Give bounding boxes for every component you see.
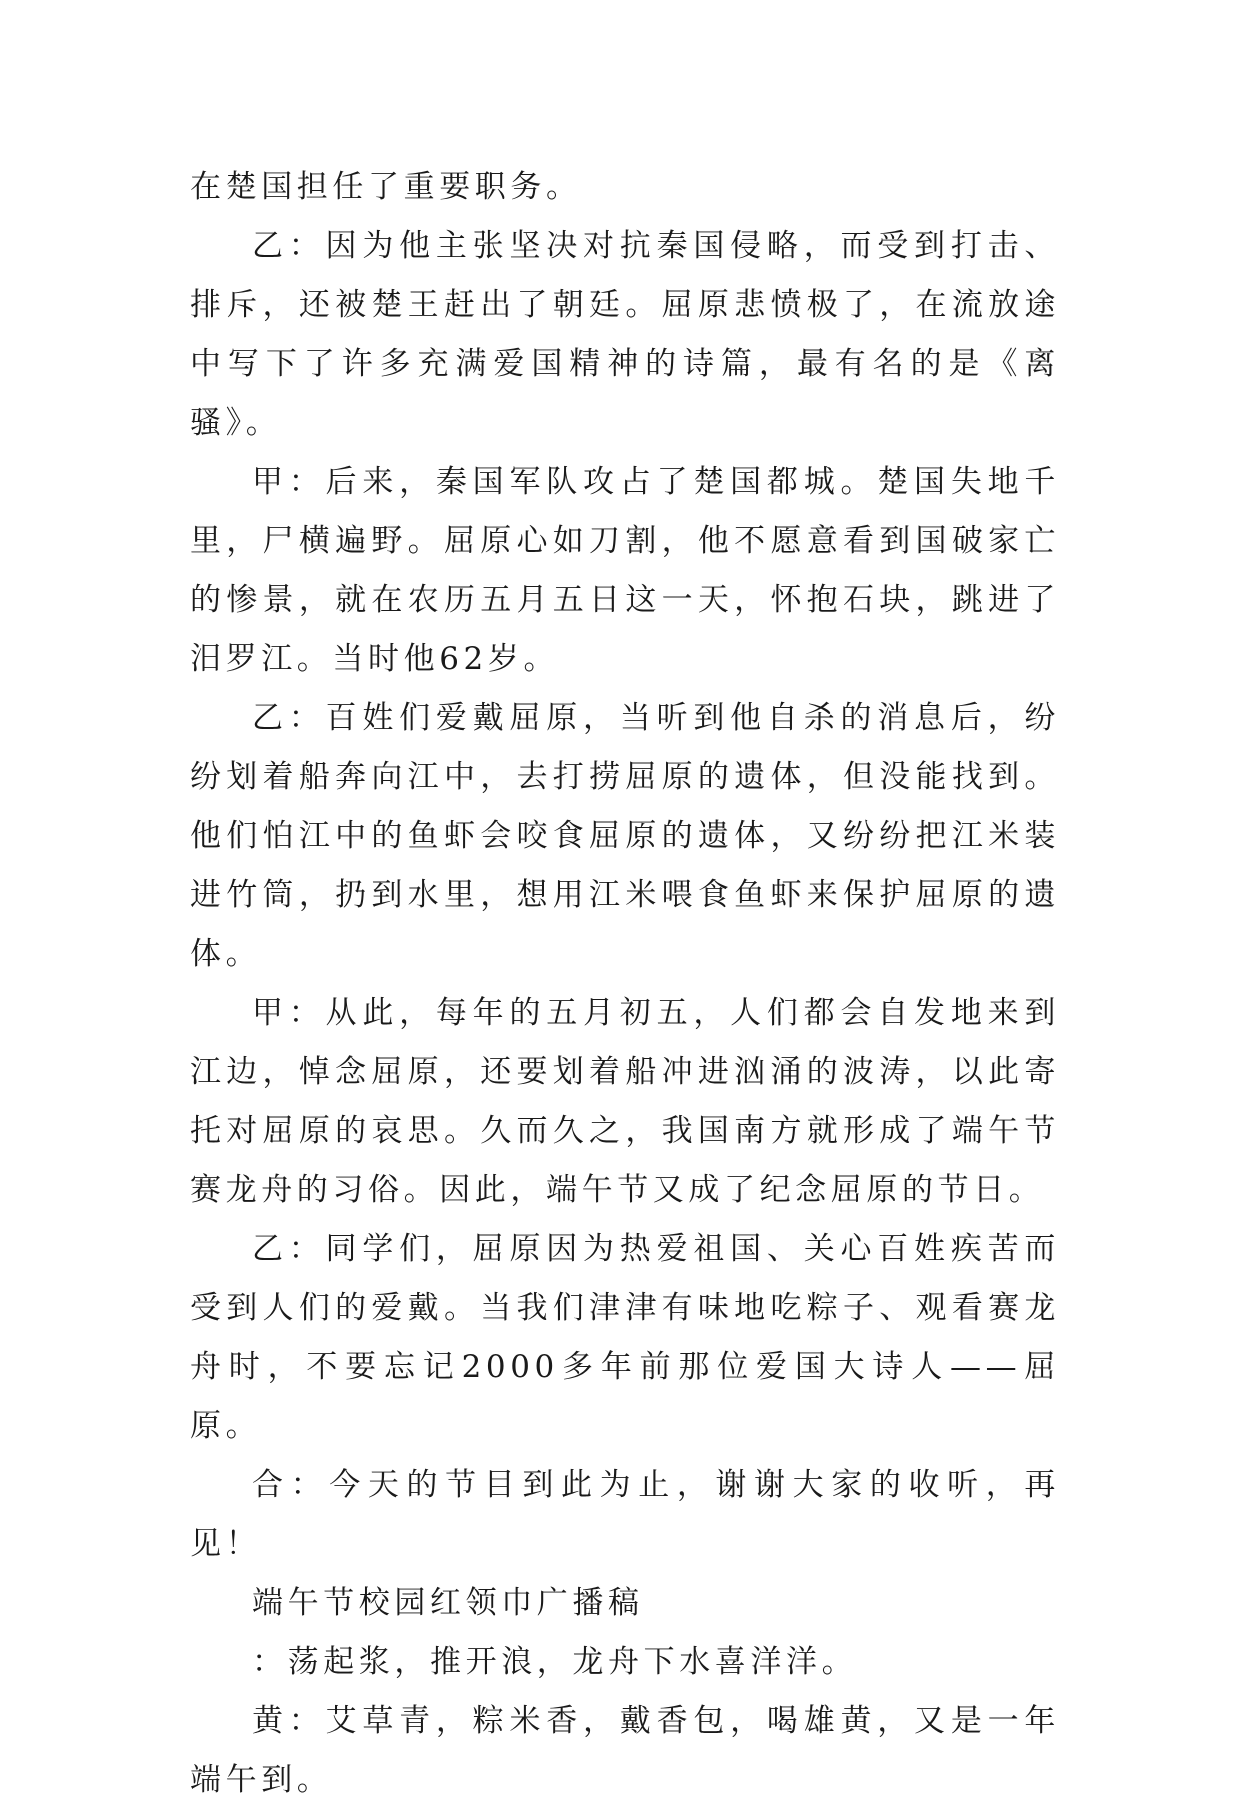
document-body [190, 158, 1060, 1810]
paragraph-yi-2: 乙：百姓们爱戴屈原，当听到他自杀的消息后，纷纷划着船奔向江中，去打捞屈原的遗体，但没能找到。他们怕江中的鱼虾会咬食屈原的遗体，又纷纷把江米装进竹筒，扔到水里，想用江米喂食鱼虾来保护屈原的遗体。 [190, 700, 1060, 972]
section-title: 端午节校园红领巾广播稿 [252, 1585, 644, 1621]
paragraph-jia-1: 甲：后来，秦国军队攻占了楚国都城。楚国失地千里，尸横遍野。屈原心如刀割，他不愿意看到国破家亡的惨景，就在农历五月五日这一天，怀抱石块，跳进了汨罗江。当时他62岁。 [190, 464, 1060, 677]
paragraph-continuation: 在楚国担任了重要职务。 [190, 169, 582, 205]
paragraph-yi-1: 乙：因为他主张坚决对抗秦国侵略，而受到打击、排斥，还被楚王赶出了朝廷。屈原悲愤极了，在流放途中写下了许多充满爱国精神的诗篇，最有名的是《离骚》。 [190, 228, 1060, 441]
paragraph-opening-line: ：荡起浆，推开浪，龙舟下水喜洋洋。 [252, 1644, 858, 1680]
paragraph-jia-2: 甲：从此，每年的五月初五，人们都会自发地来到江边，悼念屈原，还要划着船冲进汹涌的波涛，以此寄托对屈原的哀思。久而久之，我国南方就形成了端午节赛龙舟的习俗。因此，端午节又成了纪念屈原的节日。 [190, 995, 1060, 1208]
paragraph-huang: 黄：艾草青，粽米香，戴香包，喝雄黄，又是一年端午到。 [190, 1703, 1060, 1798]
paragraph-together: 合：今天的节目到此为止，谢谢大家的收听，再见！ [190, 1467, 1060, 1562]
paragraph-yi-3: 乙：同学们，屈原因为热爱祖国、关心百姓疾苦而受到人们的爱戴。当我们津津有味地吃粽子、观看赛龙舟时，不要忘记2000多年前那位爱国大诗人——屈原。 [190, 1231, 1060, 1444]
